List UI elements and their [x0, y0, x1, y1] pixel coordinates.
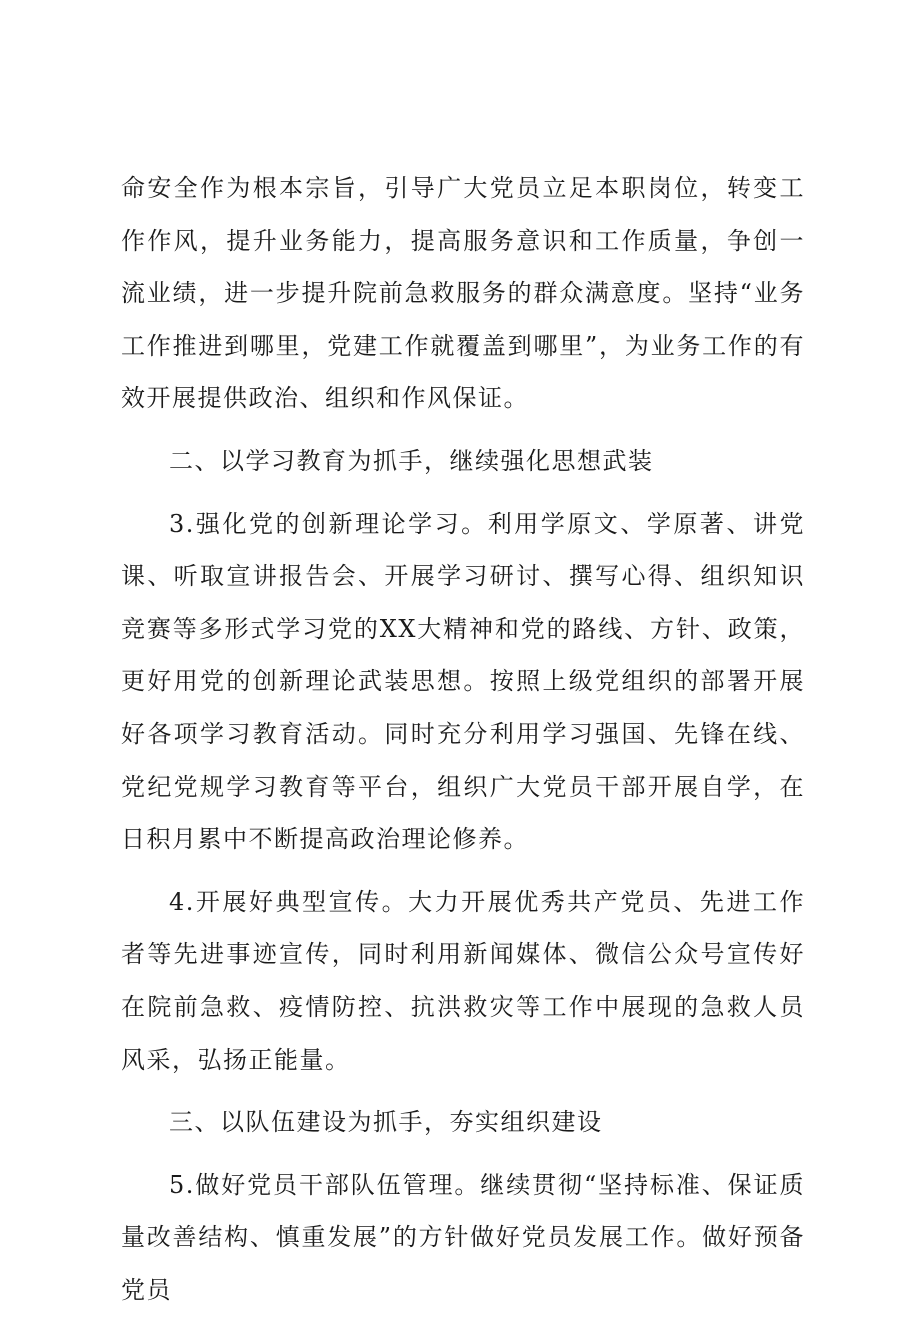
paragraph-item-3: 3.强化党的创新理论学习。利用学原文、学原著、讲党课、听取宣讲报告会、开展学习研讨、撰写心得、组织知识竞赛等多形式学习党的XX大精神和党的路线、方针、政策，更好用党的创新理论武装思想。按照上级党组织的部署开展好各项学习教育活动。同时充分利用学习强国、先锋在线、党纪党规学习教育等平台，组织广大党员干部开展自学，在日积月累中不断提高政治理论修养。 — [121, 509, 805, 854]
paragraph-item-5: 5.做好党员干部队伍管理。继续贯彻“坚持标准、保证质量改善结构、慎重发展”的方针做好党员发展工作。做好预备党员 — [121, 1170, 805, 1304]
section-heading-3: 三、以队伍建设为抓手，夯实组织建设 — [169, 1108, 603, 1137]
paragraph-item-4: 4.开展好典型宣传。大力开展优秀共产党员、先进工作者等先进事迹宣传，同时利用新闻媒体、微信公众号宣传好在院前急救、疫情防控、抗洪救灾等工作中展现的急救人员风采，弘扬正能量。 — [121, 887, 805, 1074]
document-body — [121, 162, 805, 1326]
section-heading-2: 二、以学习教育为抓手，继续强化思想武装 — [169, 446, 654, 475]
paragraph-continuation: 命安全作为根本宗旨，引导广大党员立足本职岗位，转变工作作风，提升业务能力，提高服务意识和工作质量，争创一流业绩，进一步提升院前急救服务的群众满意度。坚持“业务工作推进到哪里，党建工作就覆盖到哪里”，为业务工作的有效开展提供政治、组织和作风保证。 — [121, 174, 805, 413]
